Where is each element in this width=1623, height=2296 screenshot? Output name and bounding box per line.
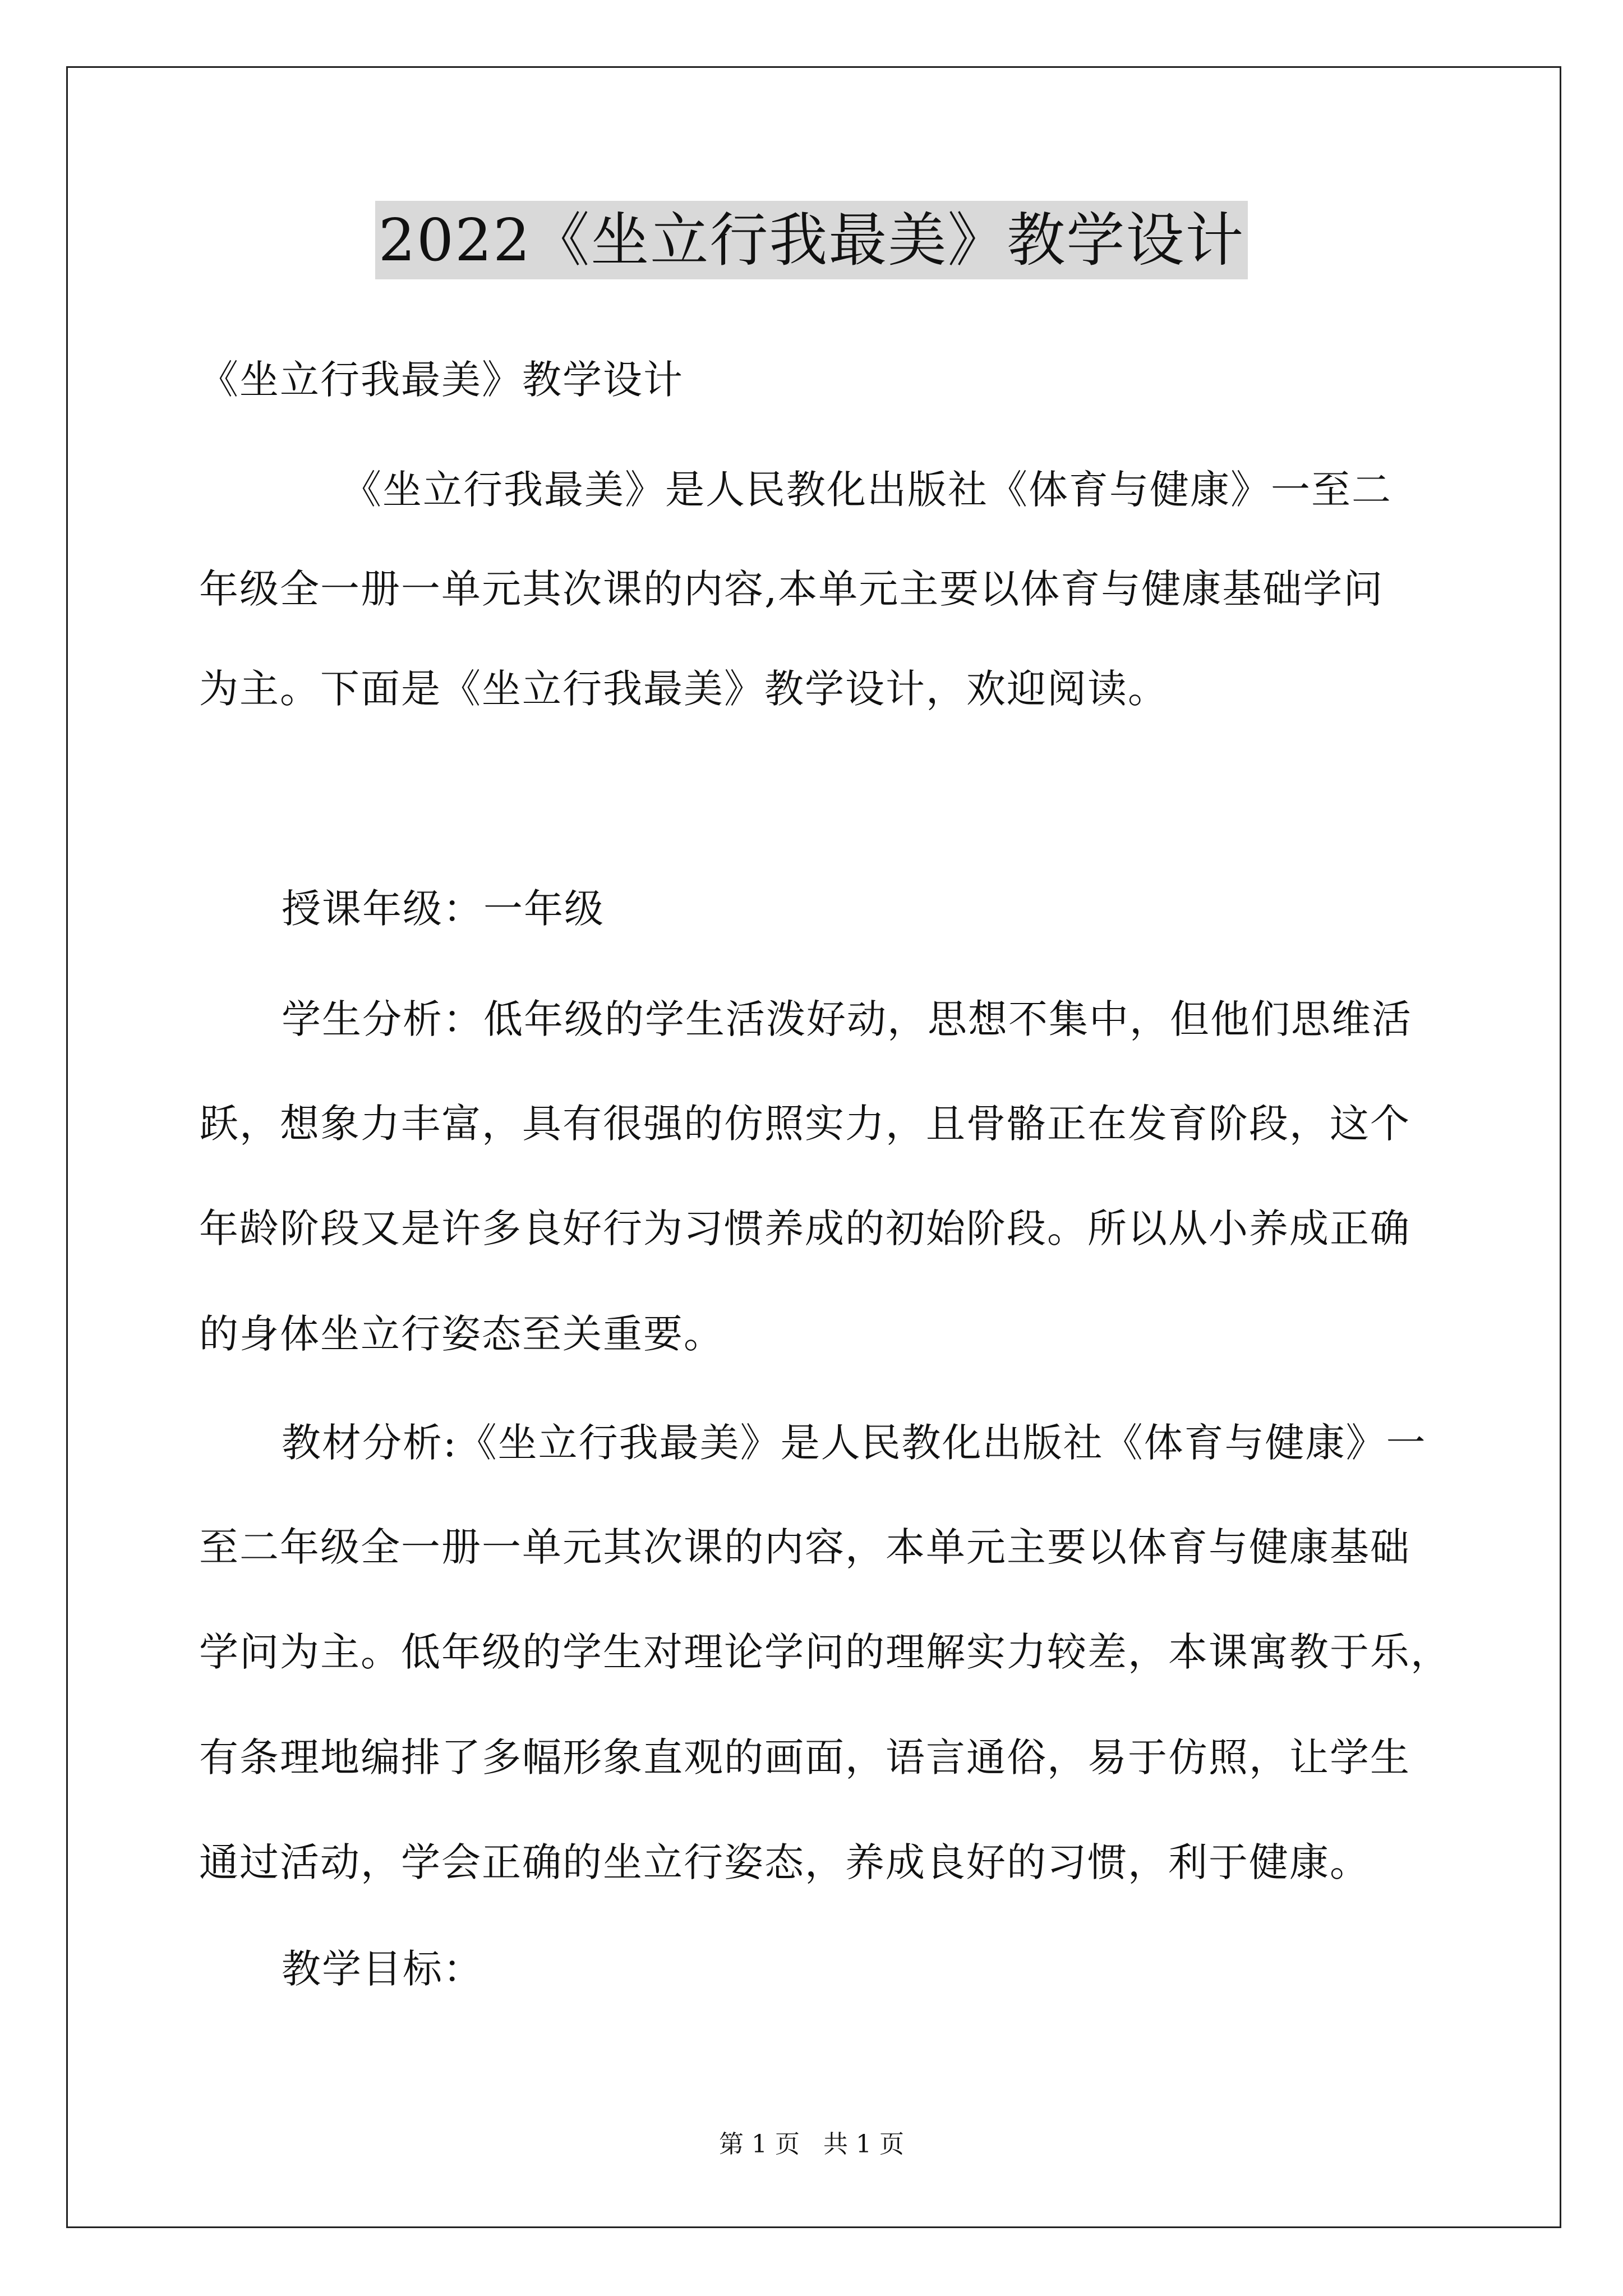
page-title: 2022《坐立行我最美》教学设计 bbox=[375, 201, 1248, 279]
document-subtitle: 《坐立行我最美》教学设计 bbox=[199, 357, 684, 403]
paragraph-line: 学生分析：低年级的学生活泼好动，思想不集中，但他们思维活 bbox=[282, 996, 1412, 1042]
paragraph-line: 跃，想象力丰富，具有很强的仿照实力，且骨骼正在发育阶段，这个 bbox=[199, 1101, 1410, 1147]
paragraph-line: 学问为主。低年级的学生对理论学问的理解实力较差，本课寓教于乐， bbox=[199, 1629, 1451, 1675]
paragraph-line: 年级全一册一单元其次课的内容,本单元主要以体育与健康基础学问 bbox=[199, 566, 1384, 612]
paragraph-line: 有条理地编排了多幅形象直观的画面，语言通俗，易于仿照，让学生 bbox=[199, 1734, 1410, 1780]
paragraph-line: 教学目标： bbox=[282, 1946, 483, 1992]
paragraph-line: 通过活动，学会正确的坐立行姿态，养成良好的习惯，利于健康。 bbox=[199, 1839, 1370, 1885]
paragraph-line: 《坐立行我最美》是人民教化出版社《体育与健康》一至二 bbox=[342, 467, 1392, 513]
title-container bbox=[0, 201, 1623, 279]
page-footer: 第 1 页 共 1 页 bbox=[719, 2130, 904, 2159]
paragraph-line: 为主。下面是《坐立行我最美》教学设计，欢迎阅读。 bbox=[199, 666, 1168, 712]
paragraph-line: 授课年级：一年级 bbox=[282, 886, 605, 932]
paragraph-line: 的身体坐立行姿态至关重要。 bbox=[199, 1311, 724, 1357]
paragraph-line: 教材分析:《坐立行我最美》是人民教化出版社《体育与健康》一 bbox=[282, 1420, 1427, 1466]
paragraph-line: 至二年级全一册一单元其次课的内容，本单元主要以体育与健康基础 bbox=[199, 1524, 1410, 1570]
paragraph-line: 年龄阶段又是许多良好行为习惯养成的初始阶段。所以从小养成正确 bbox=[199, 1205, 1410, 1251]
